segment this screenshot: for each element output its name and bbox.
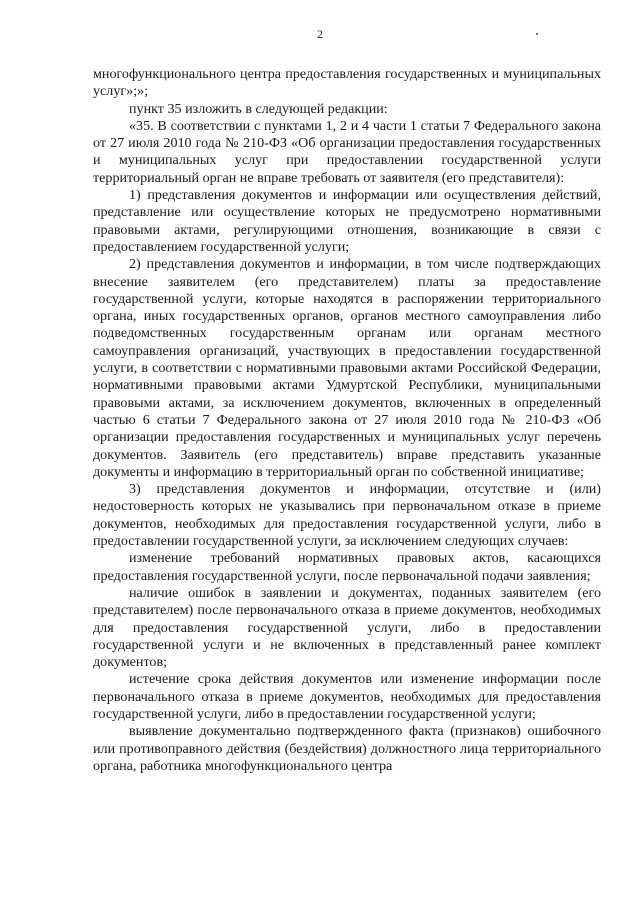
paragraph-exception-4: выявление документально подтвержденного факта (признаков) ошибочного или противоправного действия (бездействия) должностного лица территориального органа, работника многофункционального центра [93,723,601,774]
paragraph-item-2: 2) представления документов и информации, в том числе подтверждающих внесение заявителем (его представителем) платы за предоставление государственной услуги, которые находятся в распоряжении территориального органа, иных государственных органов, органов местного самоуправления либо подведомственных государственным органам или органам местного самоуправления организаций, участвующих в предоставлении государственной услуги, в соответствии с нормативными правовыми актами Российской Федерации, нормативными правовыми актами Удмуртской Республики, муниципальными правовыми актами, за исключением документов, включенных в определенный частью 6 статьи 7 Федерального закона от 27 июля 2010 года № 210-ФЗ «Об организации предоставления государственных и муниципальных услуг перечень документов. Заявитель (его представитель) вправе представить указанные документы и информацию в территориальный орган по собственной инициативе; [93,256,601,480]
paragraph-exception-1: изменение требований нормативных правовых актов, касающихся предоставления государственной услуги, после первоначальной подачи заявления; [93,550,601,584]
scan-dot [536,33,538,35]
paragraph-continuation: многофункционального центра предоставления государственных и муниципальных услуг»;»; [93,66,601,100]
paragraph-exception-3: истечение срока действия документов или изменение информации после первоначального отказа в приеме документов, необходимых для предоставления государственной услуги, либо в предоставлении государственной услуги; [93,671,601,722]
paragraph-clause-35: «35. В соответствии с пунктами 1, 2 и 4 части 1 статьи 7 Федерального закона от 27 июля 2010 года № 210-ФЗ «Об организации предоставления государственных и муниципальных услуг при предоставлении государственной услуги территориальный орган не вправе требовать от заявителя (его представителя): [93,117,601,186]
paragraph-item-3: 3) представления документов и информации, отсутствие и (или) недостоверность которых не указывались при первоначальном отказе в приеме документов, необходимых для предоставления государственной услуги, либо в предоставлении государственной услуги, за исключением следующих случаев: [93,481,601,550]
paragraph-exception-2: наличие ошибок в заявлении и документах, поданных заявителем (его представителем) после первоначального отказа в приеме документов, необходимых для предоставления государственной услуги, либо в предоставлении государственной услуги и не включенных в представленный ранее комплект документов; [93,584,601,671]
paragraph-amendment-intro: пункт 35 изложить в следующей редакции: [129,100,388,117]
document-body [93,66,601,775]
page-number: 2 [317,27,323,41]
paragraph-item-1: 1) представления документов и информации или осуществления действий, представление или осуществление которых не предусмотрено нормативными правовыми актами, регулирующими отношения, возникающие в связи с предоставлением государственной услуги; [93,187,601,255]
